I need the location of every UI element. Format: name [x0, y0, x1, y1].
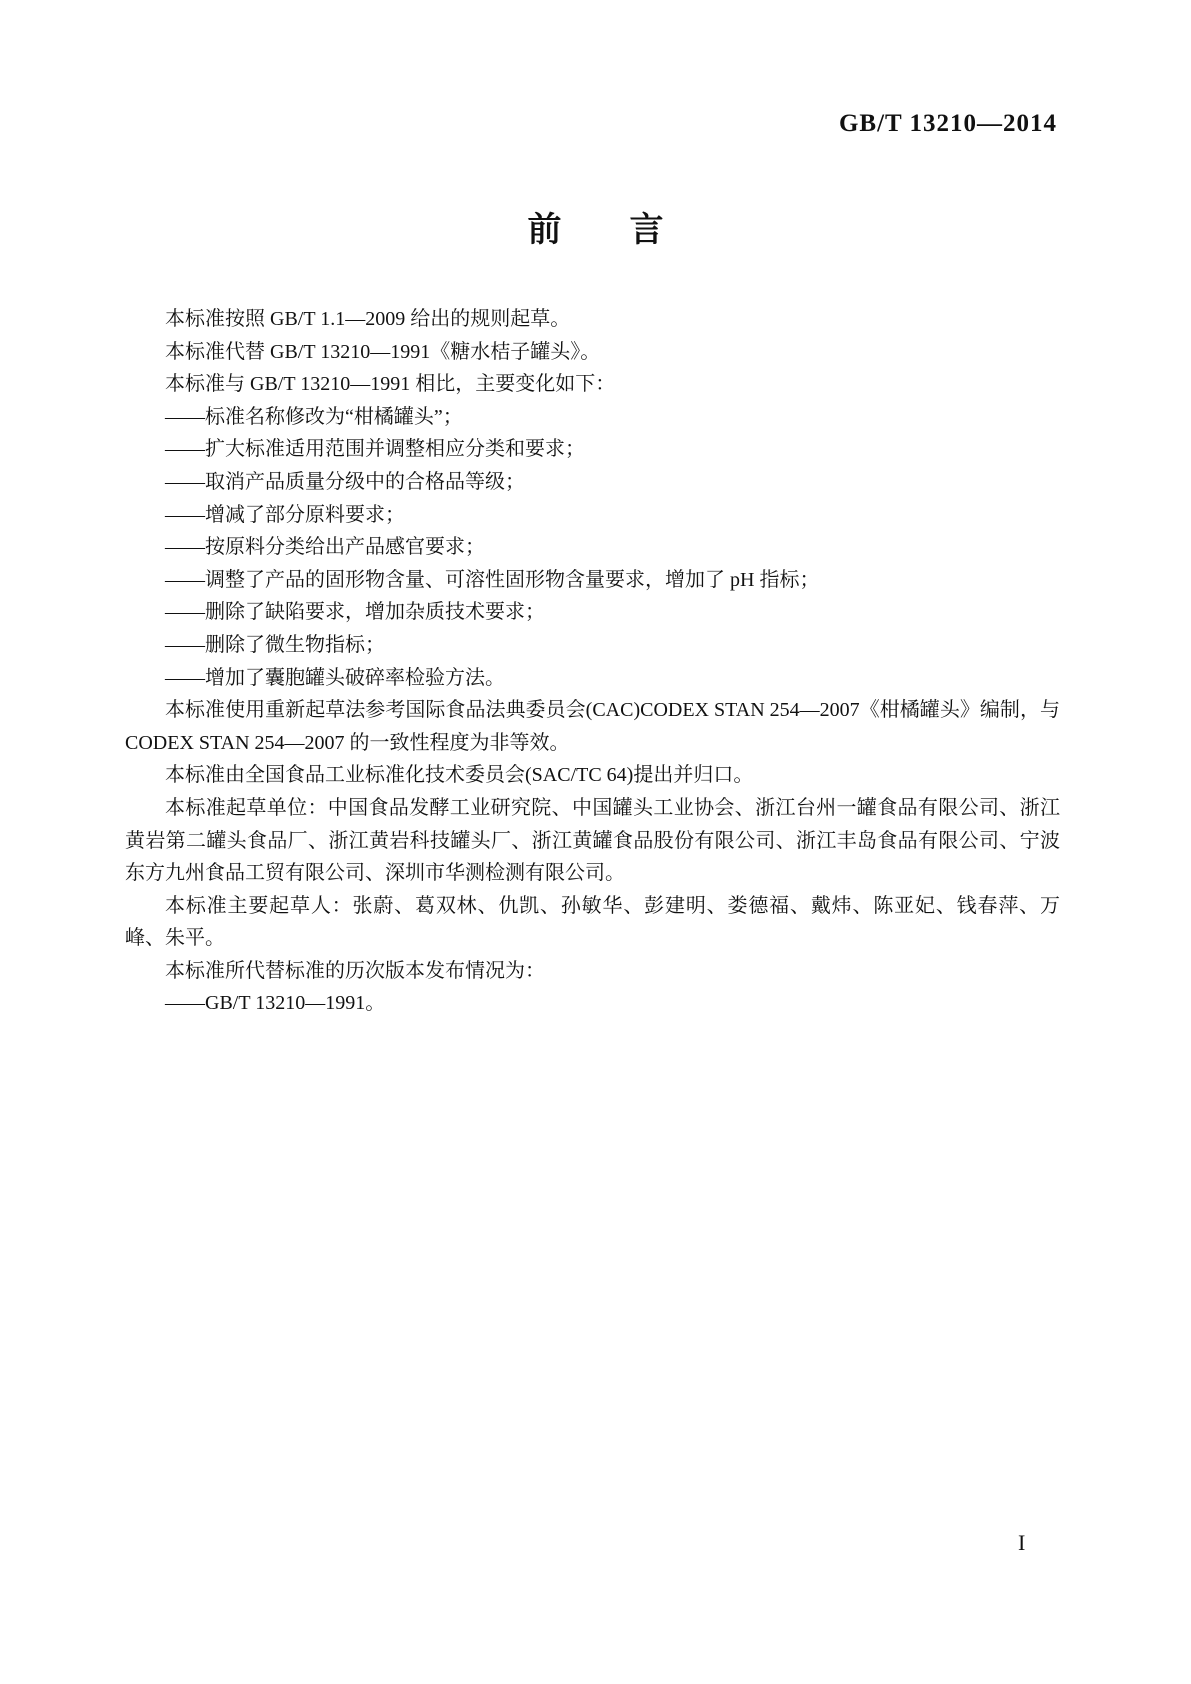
list-item: ——调整了产品的固形物含量、可溶性固形物含量要求，增加了 pH 指标； — [165, 568, 820, 591]
paragraph: 本标准起草单位：中国食品发酵工业研究院、中国罐头工业协会、浙江台州一罐食品有限公司、浙江黄岩第二罐头食品厂、浙江黄岩科技罐头厂、浙江黄罐食品股份有限公司、浙江丰岛食品有限公司、宁波东方九州食品工贸有限公司、深圳市华测检测有限公司。 — [125, 796, 1060, 885]
paragraph: 本标准使用重新起草法参考国际食品法典委员会(CAC)CODEX STAN 254—2007《柑橘罐头》编制，与 CODEX STAN 254—2007 的一致性程度为非等效。 — [125, 699, 1060, 754]
paragraph: 本标准与 GB/T 13210—1991 相比，主要变化如下： — [165, 373, 616, 396]
list-item: ——标准名称修改为“柑橘罐头”； — [165, 405, 463, 428]
paragraph: 本标准主要起草人：张蔚、葛双林、仇凯、孙敏华、彭建明、娄德福、戴炜、陈亚妃、钱春萍、万峰、朱平。 — [125, 894, 1060, 950]
list-item: ——按原料分类给出产品感官要求； — [165, 536, 485, 559]
page-title: 前 言 — [527, 211, 664, 249]
list-item: ——增加了囊胞罐头破碎率检验方法。 — [165, 666, 505, 689]
list-item: ——取消产品质量分级中的合格品等级； — [165, 470, 525, 493]
list-item: ——增减了部分原料要求； — [165, 503, 405, 526]
page-number: I — [1018, 1530, 1026, 1555]
list-item: ——删除了缺陷要求，增加杂质技术要求； — [165, 601, 545, 624]
foreword-body — [125, 303, 1060, 1020]
paragraph: 本标准由全国食品工业标准化技术委员会(SAC/TC 64)提出并归口。 — [165, 764, 754, 787]
list-item: ——扩大标准适用范围并调整相应分类和要求； — [165, 438, 585, 461]
list-item: ——删除了微生物指标； — [165, 633, 385, 656]
paragraph: 本标准所代替标准的历次版本发布情况为： — [165, 959, 545, 982]
paragraph: 本标准按照 GB/T 1.1—2009 给出的规则起草。 — [165, 308, 571, 330]
paragraph: 本标准代替 GB/T 13210—1991《糖水桔子罐头》。 — [165, 340, 601, 363]
list-item: ——GB/T 13210—1991。 — [165, 992, 386, 1015]
standard-code: GB/T 13210—2014 — [838, 110, 1057, 137]
